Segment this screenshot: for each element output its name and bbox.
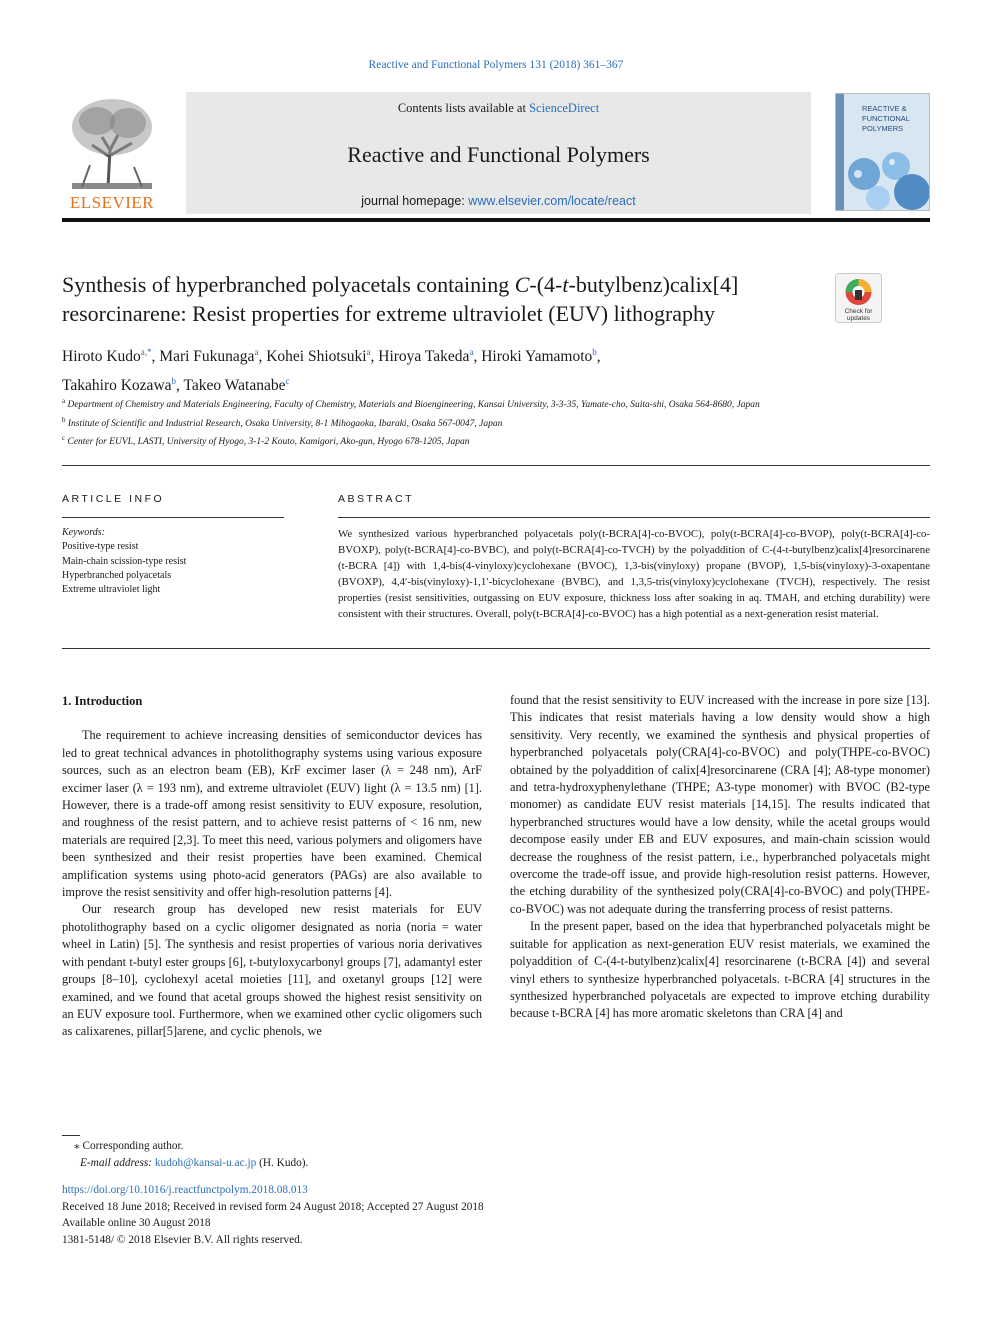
section-heading-introduction: 1. Introduction xyxy=(62,694,143,708)
right-column xyxy=(510,692,930,1023)
journal-name: Reactive and Functional Polymers xyxy=(347,142,650,167)
homepage-label: journal homepage: xyxy=(361,194,469,208)
paragraph: found that the resist sensitivity to EUV increased with the increase in pore size [13]. This indicates that resist materials having a low density would show a high sensitivity. Very recently, we examined the synthesis and physical properties of hyperbranched polyacetals poly(CRA[4]-co-BVOC) and poly(THPE-co-BVOC) obtained by the polyaddition of calix[4]resorcinarene (CRA [4]; A8-type monomer) and tetra-hydroxyphenylethane (THPE; A3-type monomer) with BVOC (B2-type monomer) as candidate EUV resist materials [14,15]. The results indicated that hyperbranched structures would have a low density, while the acetal groups would decompose easily under EB and EUV exposures, and main-chain scission would decrease the roughness of the resist pattern, i.e., hyperbranched polyacetals might overcome the trade-off issue, and provide high-resolution resist patterns. However, the etching durability of the synthesized poly(CRA[4]-co-BVOC) and poly(THPE-co-BVOC) was not adequate during the transferring process of resist patterns. xyxy=(510,693,930,916)
corresponding-note: ⁎ Corresponding author. xyxy=(74,1140,184,1152)
keywords-label: Keywords: xyxy=(62,527,105,538)
info-divider-top xyxy=(62,465,930,466)
sciencedirect-link[interactable]: ScienceDirect xyxy=(529,101,600,115)
paragraph: The requirement to achieve increasing densities of semiconductor devices has led to great technical advances in photolithography systems using various exposure sources, such as an electron beam (EB), KrF excimer laser (λ = 248 nm), ArF excimer laser (λ = 193 nm), and extreme ultraviolet (EUV) light (λ = 13.5 nm) [1]. However, there is a trade-off among resist sensitivity to EUV exposure, resolution, and roughness of the resist pattern, and to achieve resist patterns of < 16 nm, new materials are required [2,3]. To meet this need, various polymers and oligomers have been synthesized and their resist properties have been examined. Chemical amplification systems using photo-acid generators (PAGs) are also available to improve the resist sensitivity and offer high-resolution patterns [4]. xyxy=(62,728,482,900)
elsevier-wordmark: ELSEVIER xyxy=(69,193,155,212)
author[interactable]: Takahiro Kozawa$^b$ xyxy=(62,376,177,395)
footnotes xyxy=(62,1138,482,1171)
article-info-rule xyxy=(62,517,284,518)
email-link[interactable]: kudoh@kansai-u.ac.jp xyxy=(154,1156,257,1169)
journal-homepage xyxy=(186,194,811,208)
paragraph: In the present paper, based on the idea that hyperbranched polyacetals might be suitable for application as next-generation EUV resist materials, we examined the polyaddition of C-(4-t-butylbenz)calix[4] resorcinarene (t-BCRA [4]) and several vinyl ethers to synthesize hyperbranched polyacetals. t-BCRA [4] structures in the synthesized hyperbranched polyacetals are expected to improve etching durability because t-BCRA [4] has more aromatic skeletons than CRA [4] and xyxy=(510,919,930,1021)
keyword: Positive-type resist xyxy=(62,541,139,553)
author[interactable]: Hiroya Takeda$^a$ xyxy=(378,347,474,366)
affiliation: $^a$ Department of Chemistry and Materials Engineering, Faculty of Chemistry, Materials and Bioengineering, Kansai University, 3-3-35, Yamate-cho, Suita-shi, Osaka 564-8680, Japan xyxy=(62,397,760,411)
header-divider xyxy=(62,218,930,222)
footnote-rule xyxy=(62,1135,80,1136)
keywords-block xyxy=(62,526,284,597)
affiliations xyxy=(62,394,822,450)
email-note: E-mail address: kudoh@kansai-u.ac.jp (H. Kudo). xyxy=(80,1156,309,1169)
author[interactable]: Mari Fukunaga$^a$ xyxy=(159,347,259,366)
contents-prefix: Contents lists available at xyxy=(397,101,530,115)
publication-info xyxy=(62,1182,662,1248)
article-title: Synthesis of hyperbranched polyacetals containing C-(4-t-butylbenz)calix[4] resorcinarene: Resist properties for extreme ultraviolet (EUV) lithography xyxy=(62,272,739,326)
keyword: Hyperbranched polyacetals xyxy=(62,569,172,581)
online-date: Available online 30 August 2018 xyxy=(62,1217,211,1229)
affiliation: $^c$ Center for EUVL, LASTI, University of Hyogo, 3-1-2 Kouto, Kamigori, Ako-gun, Hyogo 678-1205, Japan xyxy=(62,434,470,448)
copyright: 1381-5148/ © 2018 Elsevier B.V. All rights reserved. xyxy=(62,1233,303,1246)
received-dates: Received 18 June 2018; Received in revised form 24 August 2018; Accepted 27 August 2018 xyxy=(62,1200,484,1213)
author-list: Hiroto Kudo$^{a,*}$, Mari Fukunaga$^a$, Kohei Shiotsuki$^a$, Hiroya Takeda$^a$, Hiroki Yamamoto$^b$, Takahiro Kozawa$^b$, Takeo Watanabe$^c$ xyxy=(62,347,601,395)
cover-strip xyxy=(836,94,844,211)
keyword: Main-chain scission-type resist xyxy=(62,555,187,567)
cover-droplets-image xyxy=(844,144,930,211)
elsevier-tree-icon xyxy=(62,95,162,191)
contents-line xyxy=(186,101,811,116)
article-info-heading: ARTICLE INFO xyxy=(62,493,165,505)
journal-cover-thumbnail[interactable] xyxy=(835,93,930,211)
left-column xyxy=(62,693,482,1041)
doi-link[interactable]: https://doi.org/10.1016/j.reactfunctpolym.2018.08.013 xyxy=(62,1184,308,1196)
cover-title: REACTIVE & FUNCTIONAL POLYMERS xyxy=(862,104,910,133)
journal-banner xyxy=(186,92,811,214)
abstract-heading: ABSTRACT xyxy=(338,493,415,505)
crossmark-label: Check for updates xyxy=(844,308,873,322)
affiliation: $^b$ Institute of Scientific and Industrial Research, Osaka University, 8-1 Mihogaoka, Ibaraki, Osaka 567-0047, Japan xyxy=(62,415,503,429)
elsevier-logo[interactable] xyxy=(62,95,162,213)
author[interactable]: Hiroto Kudo$^{a,*}$ xyxy=(62,347,152,366)
crossmark-button[interactable] xyxy=(835,273,882,323)
abstract-divider-bottom xyxy=(62,648,930,649)
journal-citation-link[interactable]: Reactive and Functional Polymers 131 (2018) 361–367 xyxy=(368,59,624,71)
abstract-rule xyxy=(338,517,930,518)
keyword: Extreme ultraviolet light xyxy=(62,584,161,596)
paragraph: Our research group has developed new resist materials for EUV photolithography based on a cyclic oligomer designated as noria (noria = water wheel in Latin) [5]. The synthesis and resist properties of various noria derivatives with pendant t-butyl ester groups [6], t-butyloxycarbonyl groups [7], adamantyl ester groups [8–10], cyclohexyl acetal moieties [11], and oxetanyl groups [12] were examined, and we found that acetal groups showed the highest resist sensitivity on an EUV exposure tool. Furthermore, when we examined other cyclic oligomers such as calixarenes, pillar[5]arene, and cyclic phenols, we xyxy=(62,902,482,1039)
author[interactable]: Hiroki Yamamoto$^b$ xyxy=(481,347,597,366)
author[interactable]: Takeo Watanabe$^c$ xyxy=(183,376,290,395)
homepage-link[interactable]: www.elsevier.com/locate/react xyxy=(468,194,636,208)
author[interactable]: Kohei Shiotsuki$^a$ xyxy=(266,347,371,366)
abstract-text: We synthesized various hyperbranched polyacetals poly(t-BCRA[4]-co-BVOC), poly(t-BCRA[4]-co-BVOP), poly(t-BCRA[4]-co-BVOXP), poly(t-BCRA[4]-co-BVBC), and poly(t-BCRA[4]-co-TVCH) by the polyaddition of C-(4-t-butylbenz)calix[4]resorcinarene (t-BCRA [4]) with 1,4-bis(4-vinyloxy)cyclohexane (BVOC), 1,3-bis(vinyloxy) propane (BVOP), 1,5-bis(vinyloxy)-3-oxapentane (BVOXP), 4,4′-bis(vinyloxy)-1,1′-bicyclohexane (BVBC), and 1,3,5-tris(vinyloxy)cyclohexane (TVCH), respectively. The resist properties (resist sensitivities, outgassing on EUV exposure, thickness loss after soaking in aq. TMAH, and etching durability) were consistent with their structures. Overall, poly(t-BCRA[4]-co-BVOC) has a high potential as a next-generation resist material. xyxy=(338,528,930,620)
